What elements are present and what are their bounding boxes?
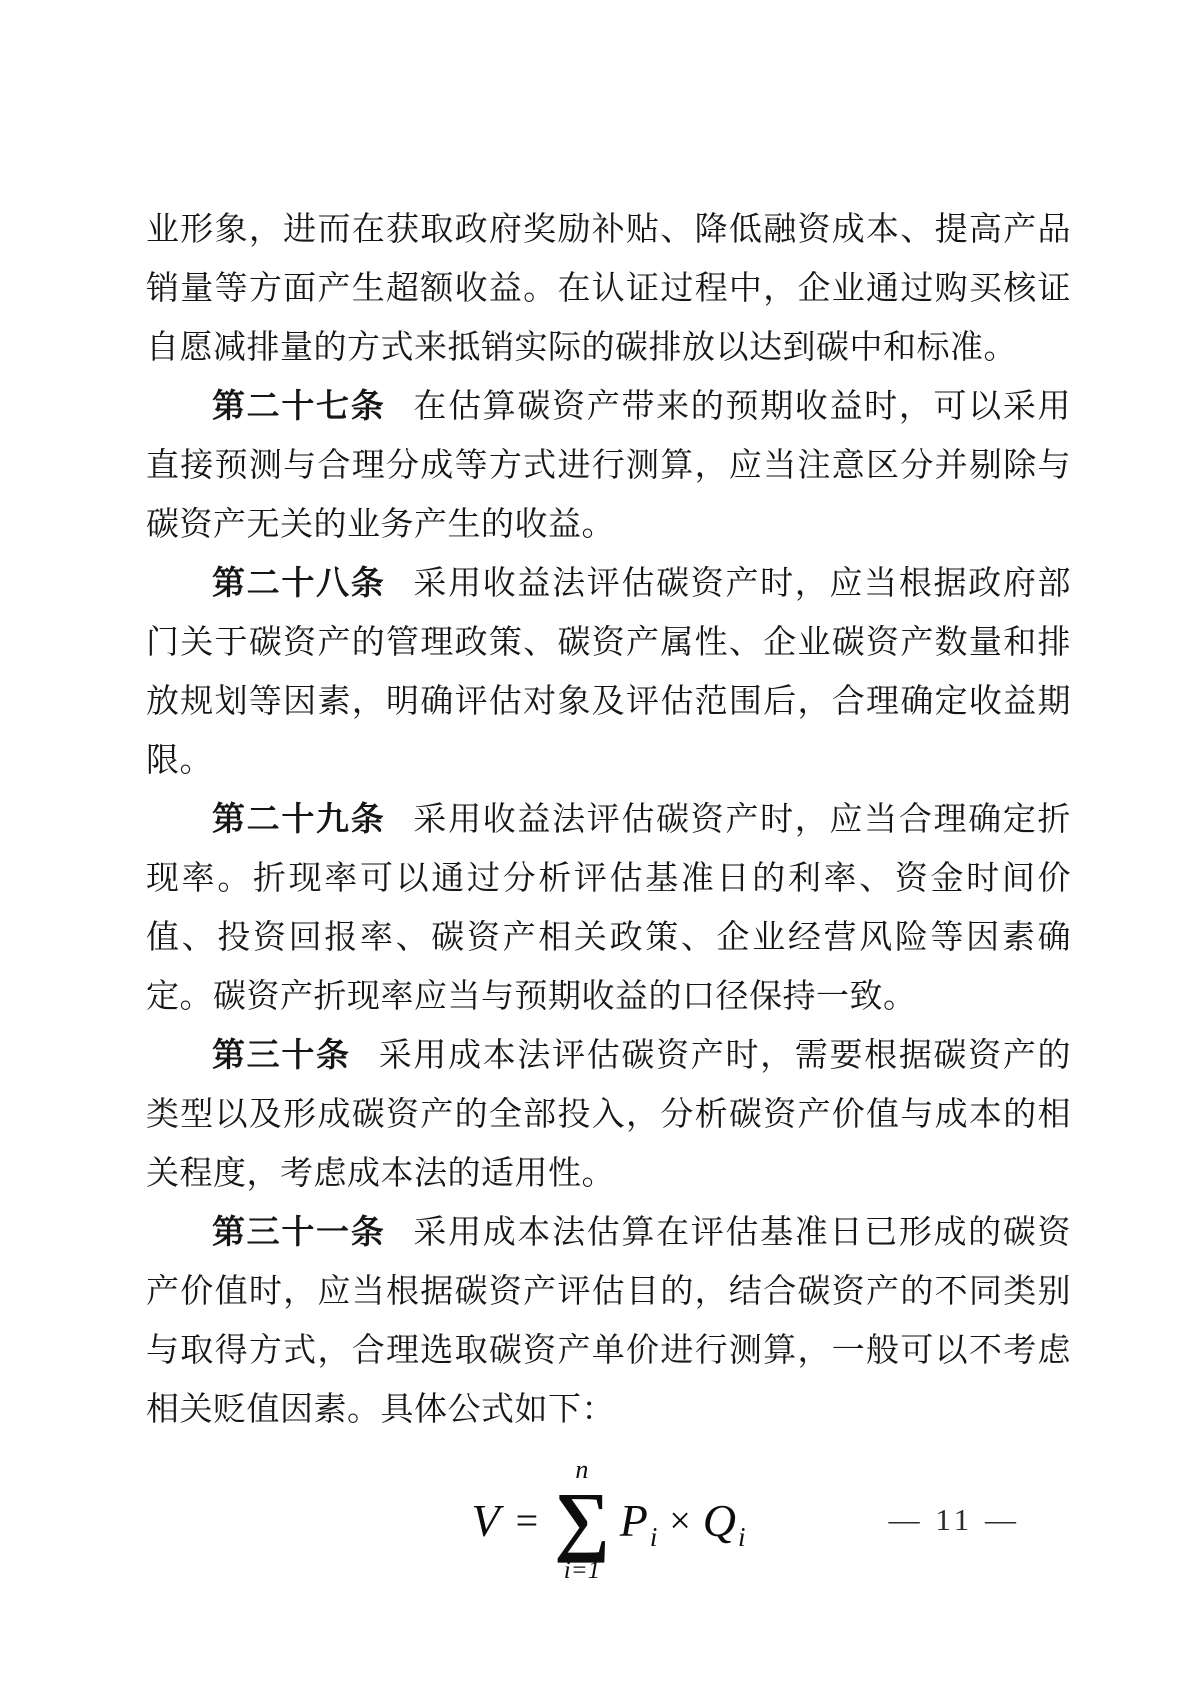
multiplication-sign: × <box>669 1500 691 1543</box>
paragraph-text: 采用收益法评估碳资产时，应当根据政府部门关于碳资产的管理政策、碳资产属性、企业碳资产数量和排放规划等因素，明确评估对象及评估范围后，合理确定收益期限。 <box>146 566 1071 779</box>
price-variable: P <box>619 1495 648 1547</box>
paragraph-text: 业形象，进而在获取政府奖励补贴、降低融资成本、提高产品销量等方面产生超额收益。在认证过程中，企业通过购买核证自愿减排量的方式来抵销实际的碳排放以达到碳中和标准。 <box>146 212 1071 366</box>
article-27-paragraph <box>146 378 1071 555</box>
summation-symbol: ∑ <box>554 1476 610 1564</box>
summation-upper-limit: n <box>575 1455 589 1484</box>
page-number: — 11 — <box>888 1502 1020 1537</box>
article-number: 第二十九条 <box>212 802 386 838</box>
article-29-paragraph <box>146 791 1071 1027</box>
article-number: 第二十八条 <box>212 566 386 602</box>
formula-lhs: V <box>471 1495 500 1547</box>
price-subscript: i <box>649 1522 658 1553</box>
article-number: 第三十条 <box>212 1038 351 1074</box>
paragraph-continuation <box>146 201 1071 378</box>
article-number: 第三十一条 <box>212 1215 386 1251</box>
article-30-paragraph <box>146 1027 1071 1204</box>
article-31-paragraph <box>146 1204 1071 1440</box>
paragraph-text: 采用成本法评估碳资产时，需要根据碳资产的类型以及形成碳资产的全部投入，分析碳资产价值与成本的相关程度，考虑成本法的适用性。 <box>146 1038 1071 1192</box>
paragraph-text: 在估算碳资产带来的预期收益时，可以采用直接预测与合理分成等方式进行测算，应当注意区分并剔除与碳资产无关的业务产生的收益。 <box>146 389 1071 543</box>
page-body <box>146 201 1071 1586</box>
paragraph-text: 采用收益法评估碳资产时，应当合理确定折现率。折现率可以通过分析评估基准日的利率、资金时间价值、投资回报率、碳资产相关政策、企业经营风险等因素确定。碳资产折现率应当与预期收益的口径保持一致。 <box>146 802 1071 1015</box>
paragraph-text: 采用成本法估算在评估基准日已形成的碳资产价值时，应当根据碳资产评估目的，结合碳资产的不同类别与取得方式，合理选取碳资产单价进行测算，一般可以不考虑相关贬值因素。具体公式如下： <box>146 1215 1071 1428</box>
quantity-variable: Q <box>702 1495 737 1547</box>
article-number: 第二十七条 <box>212 389 386 425</box>
formula-equals: = <box>515 1498 539 1544</box>
article-28-paragraph <box>146 555 1071 791</box>
quantity-subscript: i <box>738 1522 746 1553</box>
summation-lower-limit: i=1 <box>563 1557 601 1585</box>
